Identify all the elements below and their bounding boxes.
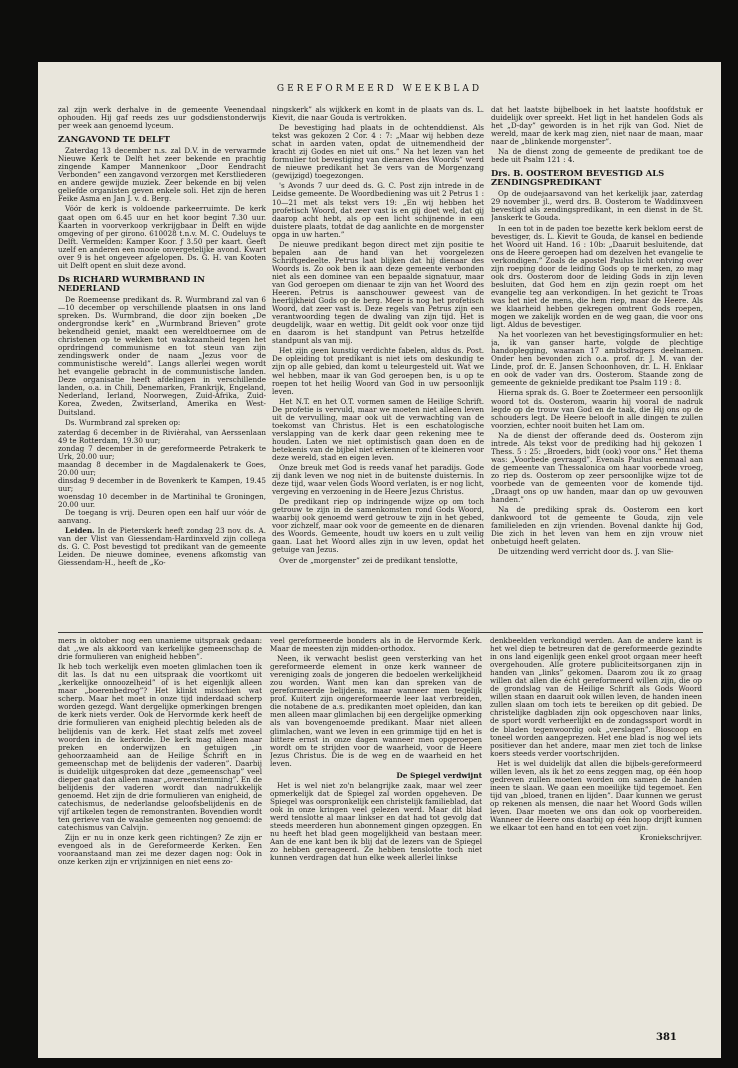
article-text: Onze breuk met God is reeds vanaf het paradijs. Gode zij dank leven we nog niet in de buitenste duisternis. In deze tijd, waar velen Gods Woord verlaten, is er nog licht, vergeving en verzoening in de Heere Jezus Christus. xyxy=(272,463,484,497)
dateline-leiden: Leiden. xyxy=(65,526,95,536)
bottom-column-3 xyxy=(490,637,702,997)
author-signature: Kroniekschrijver. xyxy=(639,833,702,843)
column-2 xyxy=(272,106,484,628)
article-text: zal zijn werk derhalve in de gemeente Veenendaal ophouden. Hij gaf reeds zes uur godsdienstonderwijs per week aan genoemd lyceum. xyxy=(58,106,266,131)
article-text: Ik heb toch werkelijk even moeten glimlachen toen ik dit las. Is dat nu een uitspraak die voortkomt uit „kerkelijke onnoozelheid” of is het eigenlijk alleen maar „boerenbedrog”? Het klinkt misschien wat scherp. Maar het moet in onze tijd inderdaad scherp worden gezegd. Want dergelijke opmerkingen brengen de kerk niets verder. Ook de Hervormde kerk heeft de drie formulieren van enigheid plechtig beleden als de belijdenis van de kerk. Het staat zelfs met zoveel woorden in de kerkorde. De kerk mag alleen maar preken en onderwijzen en getuigen „in gehoorzaamheid aan de Heilige Schrift en in gemeenschap met de belijdenis der vaderen”. Daarbij is duidelijk uitgesproken dat deze „gemeenschap” veel dieper gaat dan alleen maar „overeenstemming”. En de belijdenis der vaderen wordt dan nadrukkelijk genoemd. Het zijn de drie formulieren van enigheid, de catechismus, de nederlandse geloofsbelijdenis en de vijf artikelen tegen de remonstranten. Bovendien wordt ten gerieve van de waalse gemeenten nog genoemd: de catechismus van Calvijn. xyxy=(58,662,262,833)
article-text: Ds. Wurmbrand zal spreken op: xyxy=(65,417,181,427)
article-text: Over de „morgenster” zei de predikant tenslotte, xyxy=(279,555,458,565)
column-1 xyxy=(58,106,266,628)
schedule-item: zondag 7 december in de gereformeerde Petrakerk te Urk, 20.00 uur; xyxy=(58,443,266,461)
article-text: Het is wel duidelijk dat allen die bijbels-gereformeerd willen leven, als ik het zo eens zeggen mag, op één hoop gedreven zullen moeten worden om samen de handen ineen te slaan. We gaan een moeilijke tijd tegemoet. Een tijd van „bloed, tranen en lijden”. Daar kunnen we gerust op rekenen als mensen, die naar het Woord Gods willen leven. Daar moeten we ons dan ook op voorbereiden. Wanneer de Heere ons daarbij op één hoop drijft kunnen we elkaar tot een hand en tot een voet zijn. xyxy=(490,758,702,833)
section-divider xyxy=(58,632,703,633)
schedule-item: zaterdag 6 december in de Rivièrahal, van Aerssenlaan 49 te Rotterdam, 19.30 uur; xyxy=(58,427,266,445)
schedule-item: woensdag 10 december in de Martinihal te Groningen, 20.00 uur. xyxy=(58,491,266,510)
page-header-title: GEREFORMEERD WEEKBLAD xyxy=(276,84,483,94)
bottom-column-1 xyxy=(58,637,262,1049)
article-text: Vóór de kerk is voldoende parkeerruimte. De kerk gaat open om 6.45 uur en het koor begint 7.30 uur. Kaarten in voorverkoop verkrijgbaar in Delft en wijde omgeving of per girono. 610028 t.n.v. M. C. Oudeluys te Delft. Vermelden: Kamper Koor. ƒ 3.50 per kaart. Geeft uzelf en anderen een mooie onvergetelijke avond. Kwart over 9 is het ongeveer afgelopen. Ds. G. H. van Kooten uit Delft opent en sluit deze avond. xyxy=(58,204,266,270)
article-text: In de Pieterskerk heeft zondag 23 nov. ds. A. van der Vlist van Giessendam-Hardinxveld zijn collega ds. G. C. Post bevestigd tot predikant van de gemeente Leiden. De nieuwe dominee, evenens afkomstig van Giessendam-H., heeft de „Ko- xyxy=(58,526,266,568)
newspaper-page xyxy=(38,62,721,1058)
article-text: dat het laatste bijbelboek in het laatste hoofdstuk er duidelijk over spreekt. Het ligt in het handelen Gods als het „D-day” geworden is in het rijk van God. Niet de wereld, maar de kerk mag zien, niet naar de maan, maar naar de „blinkende morgenster”. xyxy=(491,106,703,147)
article-heading-wurmbrand: Ds RICHARD WURMBRAND IN NEDERLAND xyxy=(58,273,205,293)
article-text: In een tot in de paden toe bezette kerk beklom eerst de bevestiger, ds. L. Kievit te Gouda, de kansel en bediende het Woord uit Hand. 16 : 10b: „Daaruit besluitende, dat ons de Heere geroepen had om dezelven het evangelie te verkondigen.” Zoals de apostel Paulus licht ontving over zijn roeping door de leiding Gods op te merken, zo mag ook drs. Oosterom door de leiding Gods in zijn leven besluiten, dat God hem en zijn gezin roept om het evangelie teg aan verkondigen. In het gezicht te Troas was het niet de mens, die hem riep, maar de Heere. Als we klaarheid hebben gekregen omtrent Gods roepen, mogen we zakelijk worden en de weg gaan, die voor ons ligt. Aldus de bevestiger. xyxy=(491,223,703,330)
article-text: mers in oktober nog een unanieme uitspraak gedaan: dat ,,we als akkoord van kerkelijke gemeenschap de drie formulieren van enigheid hebben”. xyxy=(58,637,262,662)
article-text: De bevestiging had plaats in de ochtenddienst. Als tekst was gekozen 2 Cor. 4 : 7: „Maar wij hebben deze schat in aarden vaten, opdat de uitnemendheid der kracht zij Godes en niet uit ons.” Na het lezen van het formulier tot bevestiging van dienaren des Woords” werd de nieuwe predikant het 3e vers van de Morgenzang (gewijzigd) toegezongen. xyxy=(272,123,484,181)
subheading-spiegel: De Spiegel verdwijnt xyxy=(396,770,482,780)
article-text: De toegang is vrij. Deuren open een half uur vóór de aanvang. xyxy=(58,508,266,526)
article-text: Het N.T. en het O.T. vormen samen de Heilige Schrift. De profetie is vervuld, maar we moeten niet alleen leven uit de vervulling, maar ook uit de verwachting van de toekomst van Christus. Het is een eschatologische verslapping van de kerk daar geen rekening mee te houden. Laten we niet optimistisch gaan doen en de betekenis van de bijbel niet erkennen of te kleineren voor deze wereld, stad en eigen leven. xyxy=(272,396,484,462)
schedule-item: maandag 8 december in de Magdalenakerk te Goes, 20.00 uur; xyxy=(58,459,266,477)
article-text: Op de oudejaarsavond van het kerkelijk jaar, zaterdag 29 november jl., werd drs. B. Oosterom te Waddinxveen bevestigd als zendingspredikant, in een dienst in de St. Janskerk te Gouda. xyxy=(491,189,703,223)
article-text: veel gereformeerde bonders als in de Hervormde Kerk. Maar de meesten zijn midden-orthodox. xyxy=(270,637,482,654)
article-text: Na de prediking sprak ds. Oosterom een kort dankwoord tot de gemeente te Gouda, zijn vele familieleden en zijn vrienden. Bovenal dankte hij God, Die zich in het leven van hem en zijn vrouw niet onbetuigd heeft gelaten. xyxy=(491,505,703,547)
article-text: Hierna sprak ds. G. Boer te Zoetermeer een persoonlijk woord tot ds. Oosterom, waarin hij vooral de nadruk legde op de trouw van God en de taak, die Hij ons op de schouders legt. De Heere belooft in alle dingen te zullen voorzien, echter nooit buiten het Lam om. xyxy=(491,388,703,430)
schedule-item: dinsdag 9 december in de Bovenkerk te Kampen, 19.45 uur; xyxy=(58,475,266,493)
article-text: denkbeelden verkondigd werden. Aan de andere kant is het wel diep te betreuren dat de gereformeerde gezindte in ons land eigenlijk geen enkel groot orgaan meer heeft overgehouden. Alle grotere publiciteitsorganen zijn in handen van „links” gekomen. Daarom zou ik zo graag willen dat allen die écht gereformeerd willen zijn, die op de grondslag van de Heilige Schrift als Gods Woord willen staan en daaruit ook willen leven, de handen ineen zullen slaan om toch iets te bereiken op dit gebied. De christelijke dagbladen zijn ook opgeschoven naar links, de sport wordt verheerlijkt en de zondagssport wordt in de bladen tegenwoordig ook „verslagen”. Bioscoop en toneel worden aangeprezen. Het ene blad is nog wel iets positiever dan het andere, maar men ziet toch de linkse koers steeds verder voortschrijden. xyxy=(490,637,702,758)
article-text: De Roemeense predikant ds. R. Wurmbrand zal van 6—10 december op verschillende plaatsen in ons land spreken. Ds. Wurmbrand, die door zijn boeken „De ondergrondse kerk” en „Wurmbrand Brieven” grote bekendheid geniet, maakt een wereldtoernee om de christenen op te wekken tot waakzaamheid tegen het oprdringend communisme en tot steun van zijn zendingswerk onder de naam „Jezus voor de communistische wereld”. Langs allerlei wegen wordt het evangelie gebracht in de communistische landen. Deze organisatie heeft afdelingen in verschillende landen, o.a. in Chili, Denemarken, Frankrijk, Engeland, Nederland, Ierland, Noorwegen, Zuid-Afrika, Zuid-Korea, Zweden, Zwitserland, Amerika en West-Duitsland. xyxy=(58,294,266,417)
article-text: Na het voorlezen van het bevestigingsformulier en het: ja, ik van ganser harte, volgde de plechtige handoplegging, waaraan 17 ambtsdragers deelnamen. Onder hen bevonden zich o.a. prof. dr. J. M. van der Linde, prof. dr. E. Jansen Schoonhoven, dr. L. H. Enklaar en ook de vader van drs. Oosterom. Staande zong de gemeente de geknielde predikant toe Psalm 119 : 8. xyxy=(491,330,703,388)
article-text: De uitzending werd verricht door ds. J. van Slie- xyxy=(498,547,674,557)
column-3 xyxy=(491,106,703,628)
article-heading-oosterom: Drs. B. OOSTEROM BEVESTIGD ALS ZENDINGSPREDIKANT xyxy=(491,168,665,188)
article-text: Na de dienst der offerande deed ds. Oosterom zijn intrede. Als tekst voor de prediking had hij gekozen 1 Thess. 5 : 25: „Broeders, bidt (ook) voor ons.” Het thema was: „Voorbede gevraagd”. Evenals Paulus eenmaal aan de gemeente van Thessalonica om haar voorbede vroeg, zo riep ds. Oosterom op zeer persoonlijke wijze tot de voorbede van de gemeenten voor de komende tijd. „Draagt ons op uw handen, maar dan op uw gevouwen handen.” xyxy=(491,430,703,505)
article-text-leiden xyxy=(58,527,266,567)
article-text: ningskerk” als wijkkerk en komt in de plaats van ds. L. Kievit, die naar Gouda is vertrokken. xyxy=(272,106,484,123)
article-text: Het is wel niet zo'n belangrijke zaak, maar wel zeer opmerkelijk dat de Spiegel zal worden opgeheven. De Spiegel was oorspronkelijk een christelijk familieblad, dat ook in onze kringen veel gelezen werd. Maar dit blad werd tenslotte al maar linkser en dat had tot gevolg dat steeds meerderen hun abonnement gingen opzeggen. En nu heeft het blad geen mogelijkheid van bestaan meer. Aan de ene kant ben ik blij dat de lezers van de Spiegel zo hebben gereageerd. Ze hebben tenslotte toch niet kunnen verdragen dat hun elke week allerlei linkse xyxy=(270,780,482,863)
article-text: De nieuwe predikant begon direct met zijn positie te bepalen aan de hand van het voorgelezen Schriftgedeelte. Petrus laat blijken dat hij dienaar des Woords is. Zo ook ben ik aan deze gemeente verbonden niet als een dominee van een bepaalde signatuur, maar van God geroepen om dienaar te zijn van het Woord des Heeren. Petrus is aanschouwer geweest van de heerlijkheid Gods op de berg. Meer is nog het profetisch Woord, dat zeer vast is. Deze regels van Petrus zijn een verantwoording tegen de dwaling van zijn tijd. Het is deugdelijk, waar en wettig. Dit geldt ook voor onze tijd en daarom is het standpunt van Petrus hetzelfde standpunt als van mij. xyxy=(272,239,484,346)
article-text: Neen, ik verwacht beslist geen versterking van het gereformeerde element in onze kerk wanneer de vereniging zoals de jongeren die bedoelen werkelijkheid zou worden. Want men kan dan spreken van de gereformeerde belijdenis, maar wanneer men tegelijk prof. Kuitert zijn ongereformeerde leer laat verbreiden, die notabene de a.s. predikanten moet opleiden, dan kan men alleen maar glimlachen bij een dergelijke opmerking als van bovengenoemde predikant. Maar niet alleen glimlachen, want we leven in een grimmige tijd en het is bittere ernst in onze dagen wanneer men opgeroepen wordt om te strijden voor de waarheid, voor de Heere Jezus Christus. Die is de weg en de waarheid en het leven. xyxy=(270,654,482,768)
bottom-column-2 xyxy=(270,637,482,1049)
article-text: Na de dienst zong de gemeente de predikant toe de bede uit Psalm 121 : 4. xyxy=(491,147,703,165)
article-heading-zangavond: ZANGAVOND TE DELFT xyxy=(58,134,171,145)
article-text: 's Avonds 7 uur deed ds. G. C. Post zijn intrede in de Leidse gemeente. De Woordbediening was uit 2 Petrus 1 : 10—21 met als tekst vers 19: „En wij hebben het profetisch Woord, dat zeer vast is en gij doet wel, dat gij daarop acht hebt, als op een licht schijnende in een duistere plaats, totdat de dag aanlichte en de morgenster opga in uw harten.” xyxy=(272,181,484,239)
article-text: De predikant riep op indringende wijze op om toch getrouw te zijn in de samenkomsten rond Gods Woord, waarbij ook genoemd werd getrouw te zijn in het gebed, voor zichzelf, maar ook voor de gemeente en de dienaren des Woords. Gemeente, houdt uw koers en u zult veilig gaan. Laat het Woord alles zijn in uw leven, opdat het getuige van Jezus. xyxy=(272,497,484,555)
article-text: Zaterdag 13 december n.s. zal D.V. in de verwarmde Nieuwe Kerk te Delft het zeer bekende en prachtig zingende Kamper Mannenkoor „Door Eendracht Verbonden” een zangavond verzorgen met Kerstliederen en andere gewijde muziek. Zeer bekende en bij velen geliefde organisten geven enkele soli. Het zijn de heren Feike Asma en Jan J. v. d. Berg. xyxy=(58,146,266,204)
page-number: 381 xyxy=(656,1032,677,1043)
article-text: Zijn er nu in onze kerk geen richtingen? Ze zijn er evengoed als in de Gereformeerde Kerken. Een vooraanstaand man zei me dezer dagen nog: Ook in onze kerken zijn er vrijzinnigen en niet eens zo- xyxy=(58,833,262,867)
article-text: Het zijn geen kunstig verdichte fabelen, aldus ds. Post. De opleiding tot predikant is niet iets om deskundig te zijn op alle gebied, dan komt u teleurgesteld uit. Wat we wel hebben, maar ik van God geroepen ben, is u op te roepen tot het heilig Woord van God in uw persoonlijk leven. xyxy=(272,346,484,396)
